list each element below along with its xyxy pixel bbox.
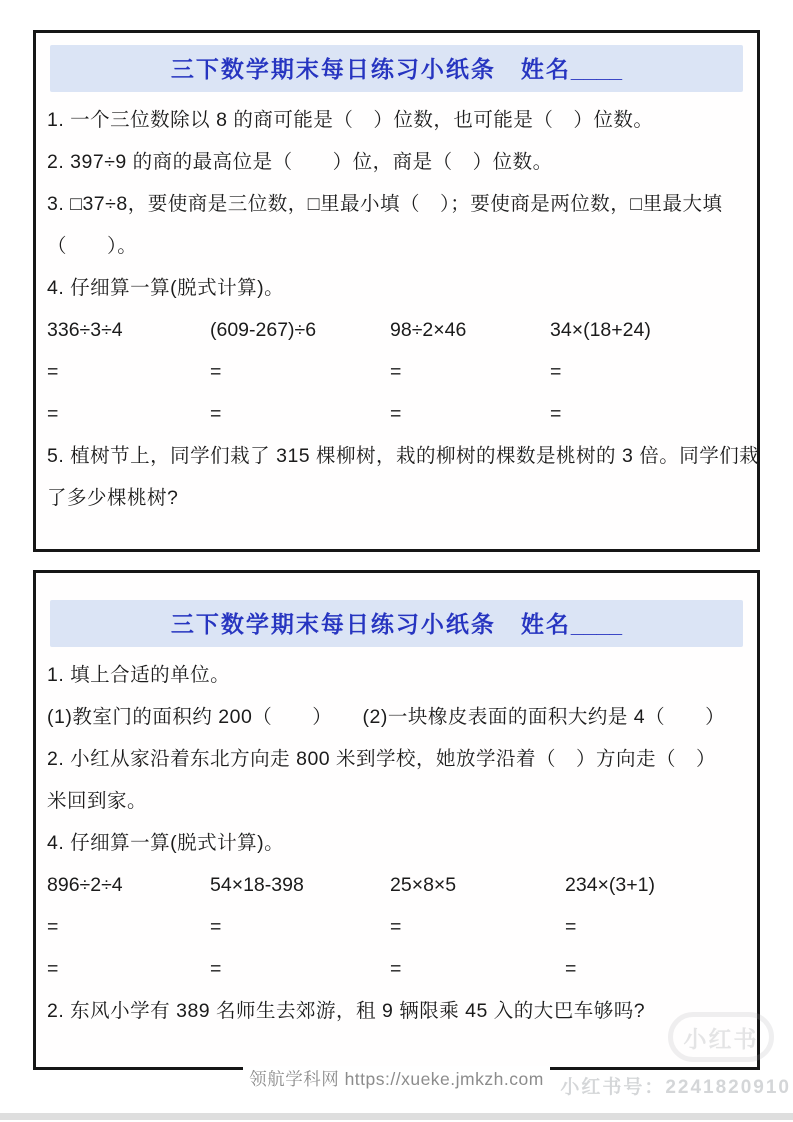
equation: 336÷3÷4 [47, 319, 123, 341]
sheet1-question-5-line2: 了多少棵桃树? [47, 487, 179, 509]
sheet1-question-1: 1. 一个三位数除以 8 的商可能是（ ）位数，也可能是（ ）位数。 [47, 109, 654, 131]
page-bottom-edge [0, 1113, 793, 1120]
equals-sign: = [210, 361, 222, 383]
sheet2-word-problem: 2. 东风小学有 389 名师生去郊游，租 9 辆限乘 45 入的大巴车够吗? [47, 1000, 646, 1022]
sheet1-question-4: 4. 仔细算一算(脱式计算)。 [47, 277, 285, 299]
sheet2-title: 三下数学期末每日练习小纸条 姓名 [170, 611, 571, 637]
sheet1-equals-row-2 [47, 403, 746, 426]
equation: 25×8×5 [390, 874, 457, 896]
footer [0, 1066, 793, 1091]
xiaohongshu-logo-watermark [668, 1012, 774, 1062]
equals-sign: = [565, 958, 577, 980]
worksheet-card-2 [33, 570, 760, 1070]
sheet2-question-1-subitems: (1)教室门的面积约 200（ ） (2)一块橡皮表面的面积大约是 4（ ） [47, 706, 726, 728]
equation: 54×18-398 [210, 874, 304, 896]
sheet2-question-2-line1: 2. 小红从家沿着东北方向走 800 米到学校，她放学沿着（ ）方向走（ ） [47, 748, 717, 770]
equals-sign: = [390, 361, 402, 383]
sheet1-equals-row-1 [47, 361, 746, 384]
sheet1-name-blank: ____ [570, 56, 623, 82]
equation: 234×(3+1) [565, 874, 655, 896]
sheet1-question-2: 2. 397÷9 的商的最高位是（ ）位，商是（ ）位数。 [47, 151, 553, 173]
equals-sign: = [550, 403, 562, 425]
equals-sign: = [47, 361, 59, 383]
equation: (609-267)÷6 [210, 319, 317, 341]
sheet2-question-1: 1. 填上合适的单位。 [47, 664, 231, 686]
sheet1-header-band [50, 45, 743, 92]
equals-sign: = [565, 916, 577, 938]
equals-sign: = [47, 403, 59, 425]
equals-sign: = [550, 361, 562, 383]
sheet2-header-band [50, 600, 743, 647]
equals-sign: = [390, 916, 402, 938]
equation: 98÷2×46 [390, 319, 467, 341]
equation: 34×(18+24) [550, 319, 651, 341]
equals-sign: = [210, 958, 222, 980]
worksheet-card-1 [33, 30, 760, 552]
sheet1-title: 三下数学期末每日练习小纸条 姓名 [170, 56, 571, 82]
xiaohongshu-id-watermark: 小红书号：2241820910 [560, 1077, 791, 1098]
equals-sign: = [47, 958, 59, 980]
equals-sign: = [210, 916, 222, 938]
footer-site-link: 领航学科网 https://xueke.jmkzh.com [243, 1066, 550, 1091]
sheet1-question-3-line1: 3. □37÷8，要使商是三位数，□里最小填（ ）；要使商是两位数，□里最大填 [47, 193, 723, 215]
equals-sign: = [47, 916, 59, 938]
sheet2-name-blank: ____ [570, 611, 623, 637]
sheet2-question-4: 4. 仔细算一算(脱式计算)。 [47, 832, 285, 854]
sheet2-equals-row-1 [47, 916, 746, 939]
sheet2-equation-row [47, 874, 746, 897]
sheet1-equation-row [47, 319, 746, 342]
sheet2-equals-row-2 [47, 958, 746, 981]
equals-sign: = [390, 403, 402, 425]
equals-sign: = [390, 958, 402, 980]
sheet1-question-3-line2: （ ）。 [47, 235, 138, 257]
xiaohongshu-logo-text: 小红书 [683, 1025, 759, 1052]
sheet2-question-2-line2: 米回到家。 [47, 790, 148, 812]
sheet1-question-5-line1: 5. 植树节上，同学们栽了 315 棵柳树，栽的柳树的棵数是桃树的 3 倍。同学们栽 [47, 445, 760, 467]
equals-sign: = [210, 403, 222, 425]
equation: 896÷2÷4 [47, 874, 123, 896]
